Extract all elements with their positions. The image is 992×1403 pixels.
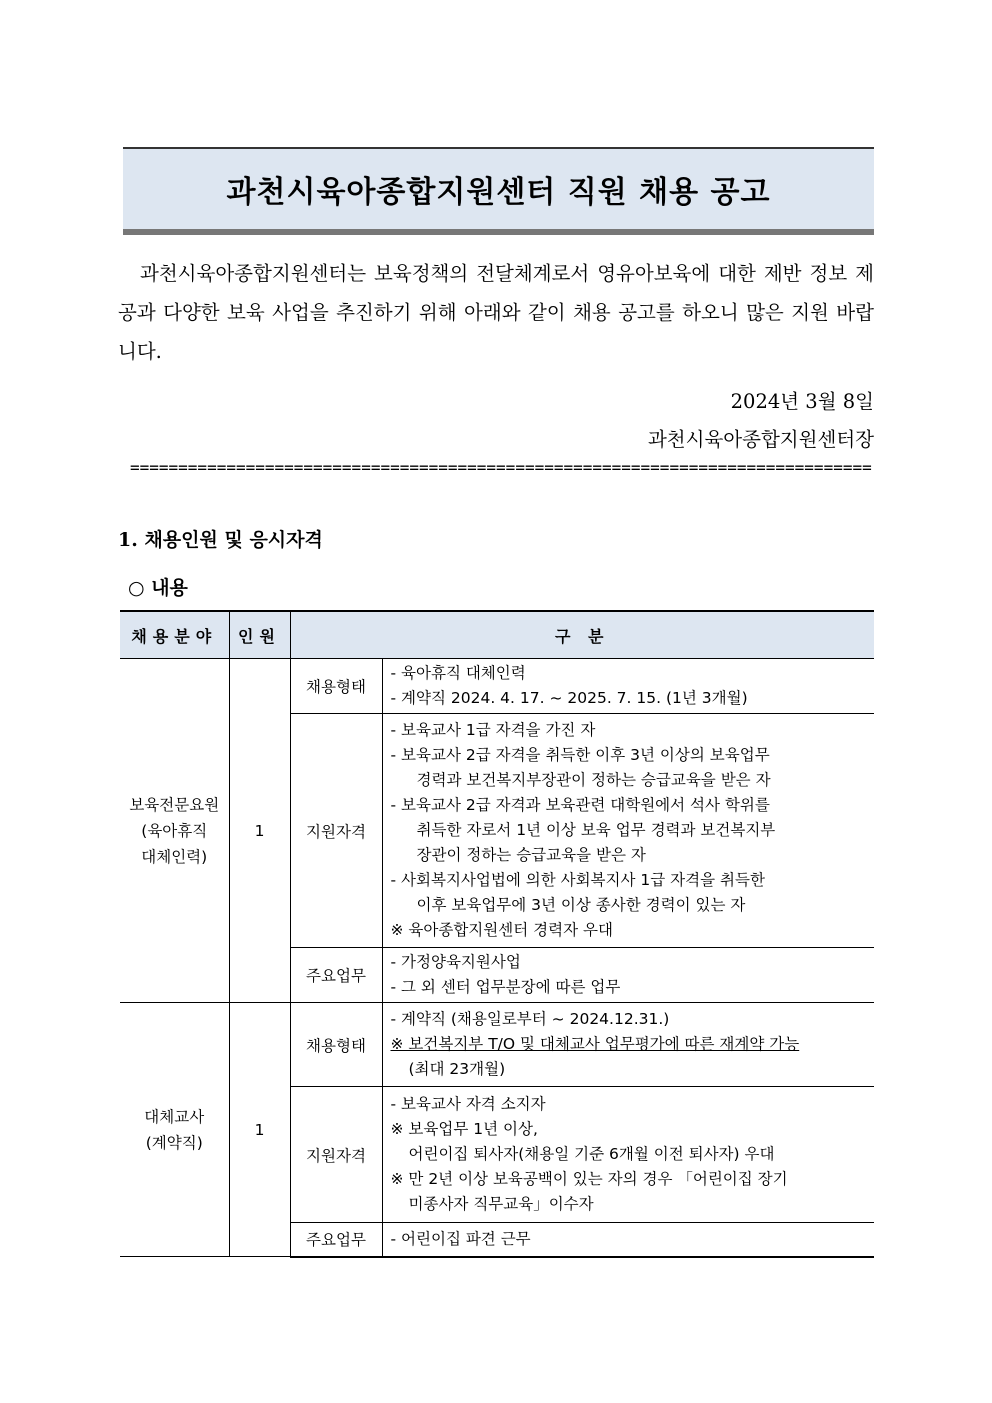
detail-line: - 가정양육지원사업	[390, 953, 521, 971]
field-cell	[120, 659, 229, 1003]
count-cell: 1	[229, 1003, 290, 1257]
notice-date: 2024년 3월 8일	[730, 390, 874, 413]
header-category: 구 분	[290, 611, 874, 659]
detail-line: 취득한 자로서 1년 이상 보육 업무 경력과 보건복지부	[416, 821, 776, 839]
signer: 과천시육아종합지원센터장	[647, 428, 874, 451]
detail-line: 경력과 보건복지부장관이 정하는 승급교육을 받은 자	[416, 771, 771, 789]
field-line: (계약직)	[145, 1133, 203, 1152]
detail-line: - 어린이집 파견 근무	[390, 1229, 531, 1248]
item-detail	[382, 948, 874, 1003]
detail-line: ※ 보건복지부 T/O 및 대체교사 업무평가에 따른 재계약 가능	[390, 1035, 800, 1053]
intro-paragraph	[118, 254, 874, 371]
subsection-title: ○ 내용	[128, 577, 188, 599]
detail-line: - 보육교사 자격 소지자	[390, 1095, 546, 1113]
item-label: 지원자격	[290, 714, 382, 948]
detail-line: 장관이 정하는 승급교육을 받은 자	[416, 846, 646, 864]
table-row	[120, 1003, 874, 1087]
section-title: 1. 채용인원 및 응시자격	[118, 529, 323, 551]
item-label: 주요업무	[290, 1223, 382, 1257]
detail-line: - 사회복지사업법에 의한 사회복지사 1급 자격을 취득한	[390, 871, 765, 889]
item-detail	[382, 714, 874, 948]
field-line: 보육전문요원	[129, 795, 220, 814]
table-row	[120, 659, 874, 714]
detail-line: 이후 보육업무에 3년 이상 종사한 경력이 있는 자	[416, 896, 746, 914]
recruitment-table	[120, 610, 874, 1258]
detail-line: (최대 23개월)	[408, 1060, 506, 1078]
header-count: 인원	[229, 611, 290, 659]
detail-line: - 육아휴직 대체인력	[390, 664, 526, 682]
count-cell: 1	[229, 659, 290, 1003]
field-line: 대체인력)	[141, 847, 208, 866]
detail-line: - 계약직 2024. 4. 17. ~ 2025. 7. 15. (1년 3개월)	[390, 689, 748, 707]
detail-line: 어린이집 퇴사자(채용일 기준 6개월 이전 퇴사자) 우대	[408, 1145, 775, 1163]
detail-line: - 보육교사 2급 자격을 취득한 이후 3년 이상의 보육업무	[390, 746, 770, 764]
field-line: (육아휴직	[141, 821, 208, 840]
detail-line: - 그 외 센터 업무분장에 따른 업무	[390, 978, 621, 996]
detail-line: ※ 육아종합지원센터 경력자 우대	[390, 921, 613, 939]
detail-line: - 보육교사 1급 자격을 가진 자	[390, 721, 596, 739]
detail-line: 미종사자 직무교육」이수자	[408, 1195, 594, 1213]
item-label: 채용형태	[290, 1003, 382, 1087]
table-header-row	[120, 611, 874, 659]
field-line: 대체교사	[144, 1107, 205, 1126]
item-detail	[382, 1003, 874, 1087]
detail-line: ※ 만 2년 이상 보육공백이 있는 자의 경우 「어린이집 장기	[390, 1170, 788, 1188]
page-title: 과천시육아종합지원센터 직원 채용 공고	[226, 175, 771, 210]
field-cell	[120, 1003, 229, 1257]
item-label: 주요업무	[290, 948, 382, 1003]
header-field: 채용분야	[120, 611, 229, 659]
item-detail	[382, 1223, 874, 1257]
detail-line: ※ 보육업무 1년 이상,	[390, 1120, 538, 1138]
detail-line: - 계약직 (채용일로부터 ~ 2024.12.31.)	[390, 1010, 670, 1028]
intro-text: 과천시육아종합지원센터는 보육정책의 전달체계로서 영유아보육에 대한 제반 정보 제공과 다양한 보육 사업을 추진하기 위해 아래와 같이 채용 공고를 하오니 많은 지원 바랍니다.	[118, 262, 874, 363]
title-banner	[123, 147, 874, 235]
detail-line: - 보육교사 2급 자격과 보육관련 대학원에서 석사 학위를	[390, 796, 770, 814]
item-label: 채용형태	[290, 659, 382, 714]
item-detail	[382, 1087, 874, 1223]
divider-rule: =============================================================================	[130, 458, 872, 477]
item-label: 지원자격	[290, 1087, 382, 1223]
item-detail	[382, 659, 874, 714]
